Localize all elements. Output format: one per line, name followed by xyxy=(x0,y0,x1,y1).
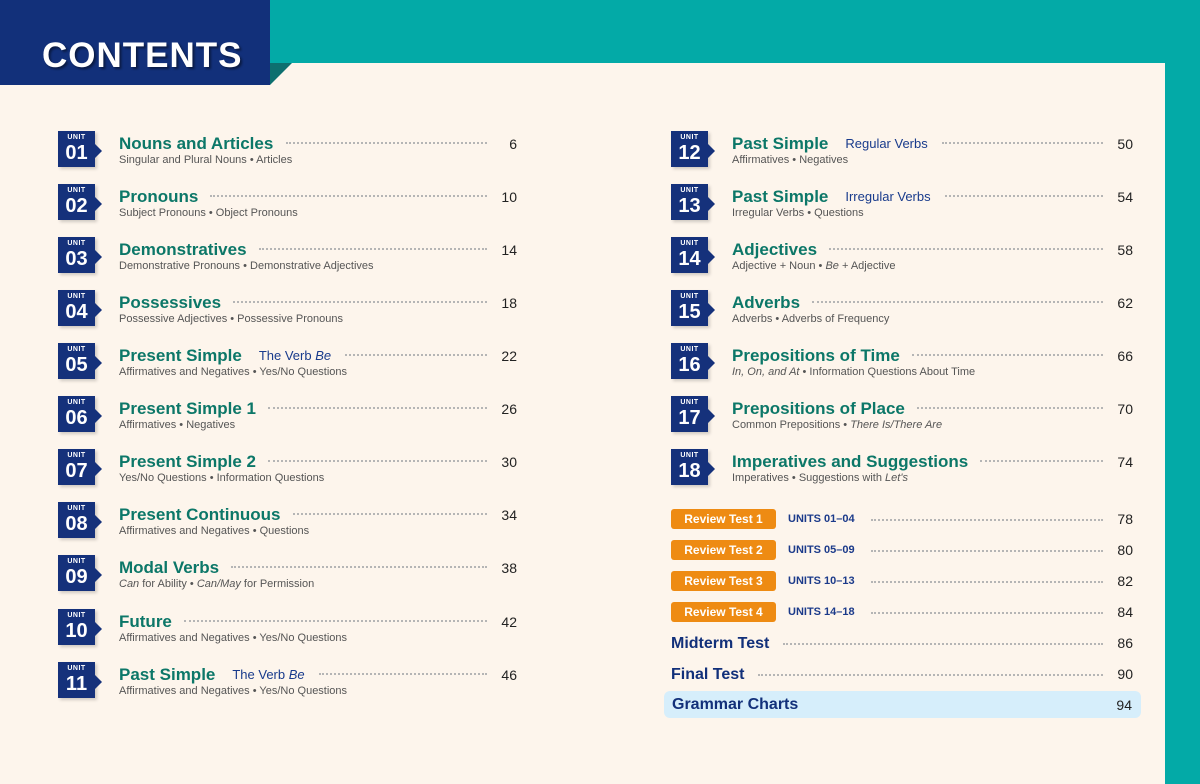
unit-entry[interactable] xyxy=(58,131,517,175)
dot-leader xyxy=(293,513,487,515)
dot-leader xyxy=(259,248,487,250)
review-test-badge: Review Test 3 xyxy=(671,571,776,591)
unit-badge xyxy=(58,609,95,645)
right-edge-bar xyxy=(1165,63,1200,784)
unit-badge-label: UNIT xyxy=(67,665,86,672)
unit-entry[interactable] xyxy=(671,131,1133,175)
test-entry[interactable] xyxy=(671,664,1133,686)
unit-subtitle: Affirmatives and Negatives • Yes/No Questions xyxy=(119,632,348,644)
dot-leader xyxy=(917,407,1103,409)
unit-subtitle xyxy=(732,259,895,273)
grammar-charts-title: Grammar Charts xyxy=(672,696,799,713)
unit-badge xyxy=(671,396,708,432)
unit-entry[interactable] xyxy=(671,184,1133,228)
unit-title: Modal Verbs xyxy=(119,558,220,577)
subtitle-emphasis: There Is/There Are xyxy=(850,419,943,431)
review-test-units: UNITS 01–04 xyxy=(788,513,855,525)
unit-badge xyxy=(671,131,708,167)
unit-badge xyxy=(671,343,708,379)
dot-leader xyxy=(945,195,1103,197)
unit-badge xyxy=(58,502,95,538)
unit-number: 06 xyxy=(65,407,88,429)
subtitle-text: + Adjective xyxy=(838,260,896,272)
unit-badge-label: UNIT xyxy=(680,452,699,459)
unit-subtitle: Possessive Adjectives • Possessive Pronouns xyxy=(119,313,343,325)
dot-leader xyxy=(319,673,487,675)
dot-leader xyxy=(184,620,487,622)
review-test-entry[interactable] xyxy=(671,509,1133,531)
unit-badge xyxy=(58,662,95,698)
unit-subtitle: Affirmatives • Negatives xyxy=(732,154,849,166)
unit-number: 14 xyxy=(678,248,701,270)
unit-title: Present Simple xyxy=(119,346,242,365)
page-number: 30 xyxy=(501,454,517,470)
unit-title: Present Simple 2 xyxy=(119,452,257,471)
subtitle-text: Adjective + Noun • xyxy=(732,260,826,272)
page-number: 50 xyxy=(1117,136,1133,152)
unit-entry[interactable] xyxy=(58,290,517,334)
dot-leader xyxy=(758,674,1103,676)
unit-badge-label: UNIT xyxy=(67,346,86,353)
unit-title-tag xyxy=(845,135,927,153)
unit-number: 01 xyxy=(65,142,88,164)
unit-subtitle: Singular and Plural Nouns • Articles xyxy=(119,154,293,166)
page-number: 66 xyxy=(1117,348,1133,364)
unit-subtitle xyxy=(732,365,975,379)
unit-title-tag xyxy=(845,188,930,206)
unit-title: Nouns and Articles xyxy=(119,134,274,153)
unit-number: 13 xyxy=(678,195,701,217)
unit-badge-label: UNIT xyxy=(67,134,86,141)
unit-tag-text: The Verb xyxy=(232,667,289,682)
dot-leader xyxy=(871,612,1103,614)
unit-tag-text: Regular Verbs xyxy=(845,136,928,151)
dot-leader xyxy=(233,301,487,303)
test-title: Final Test xyxy=(671,666,745,683)
dot-leader xyxy=(231,566,487,568)
unit-badge xyxy=(671,237,708,273)
header-fold-corner xyxy=(270,63,292,85)
unit-entry[interactable] xyxy=(58,343,517,387)
unit-entry[interactable] xyxy=(58,396,517,440)
unit-entry[interactable] xyxy=(58,237,517,281)
unit-subtitle: Irregular Verbs • Questions xyxy=(732,207,864,219)
unit-subtitle: Adverbs • Adverbs of Frequency xyxy=(732,313,890,325)
unit-subtitle: Affirmatives • Negatives xyxy=(119,419,236,431)
unit-badge xyxy=(58,555,95,591)
grammar-charts-page: 94 xyxy=(1116,697,1132,713)
unit-badge-label: UNIT xyxy=(680,346,699,353)
dot-leader xyxy=(871,519,1103,521)
dot-leader xyxy=(210,195,487,197)
page-number: 80 xyxy=(1117,542,1133,558)
review-test-units: UNITS 05–09 xyxy=(788,544,855,556)
review-test-badge: Review Test 2 xyxy=(671,540,776,560)
unit-tag-emphasis: Be xyxy=(315,348,332,363)
page-number: 10 xyxy=(501,189,517,205)
unit-title: Past Simple xyxy=(732,187,829,206)
page-title: CONTENTS xyxy=(42,36,243,75)
subtitle-text: for Ability • xyxy=(139,578,197,590)
unit-number: 09 xyxy=(65,566,88,588)
subtitle-emphasis: Can/May xyxy=(196,578,241,590)
subtitle-text: Common Prepositions • xyxy=(732,419,851,431)
unit-subtitle: Subject Pronouns • Object Pronouns xyxy=(119,207,298,219)
unit-title: Pronouns xyxy=(119,187,199,206)
unit-badge-label: UNIT xyxy=(680,240,699,247)
dot-leader xyxy=(268,460,487,462)
dot-leader xyxy=(980,460,1103,462)
unit-entry[interactable] xyxy=(671,237,1133,281)
page-number: 38 xyxy=(501,560,517,576)
subtitle-emphasis: Can xyxy=(119,578,140,590)
unit-entry[interactable] xyxy=(58,609,517,653)
page-number: 84 xyxy=(1117,604,1133,620)
review-test-entry[interactable] xyxy=(671,540,1133,562)
unit-badge xyxy=(58,449,95,485)
subtitle-text: Imperatives • Suggestions with xyxy=(732,472,886,484)
unit-badge-label: UNIT xyxy=(680,134,699,141)
unit-badge-label: UNIT xyxy=(67,452,86,459)
unit-entry[interactable] xyxy=(671,396,1133,440)
unit-entry[interactable] xyxy=(58,662,517,706)
unit-title: Present Continuous xyxy=(119,505,281,524)
page-number: 86 xyxy=(1117,635,1133,651)
unit-title: Adverbs xyxy=(732,293,801,312)
unit-subtitle: Affirmatives and Negatives • Yes/No Questions xyxy=(119,685,348,697)
unit-number: 17 xyxy=(678,407,701,429)
unit-badge-label: UNIT xyxy=(67,240,86,247)
unit-badge-label: UNIT xyxy=(680,187,699,194)
unit-number: 08 xyxy=(65,513,88,535)
unit-badge xyxy=(671,184,708,220)
dot-leader xyxy=(942,142,1103,144)
unit-title: Imperatives and Suggestions xyxy=(732,452,969,471)
review-test-badge: Review Test 1 xyxy=(671,509,776,529)
unit-badge xyxy=(58,131,95,167)
page-number: 18 xyxy=(501,295,517,311)
unit-badge-label: UNIT xyxy=(680,293,699,300)
unit-number: 18 xyxy=(678,460,701,482)
unit-title-tag xyxy=(259,347,331,365)
unit-badge-label: UNIT xyxy=(67,558,86,565)
page-number: 42 xyxy=(501,614,517,630)
unit-title: Past Simple xyxy=(732,134,829,153)
test-title: Midterm Test xyxy=(671,635,770,652)
unit-badge xyxy=(58,343,95,379)
subtitle-emphasis: Be xyxy=(825,260,839,272)
dot-leader xyxy=(871,581,1103,583)
review-test-badge: Review Test 4 xyxy=(671,602,776,622)
unit-tag-emphasis: Be xyxy=(288,667,305,682)
unit-badge xyxy=(58,184,95,220)
unit-title: Adjectives xyxy=(732,240,818,259)
page-number: 82 xyxy=(1117,573,1133,589)
unit-entry[interactable] xyxy=(58,184,517,228)
page-number: 74 xyxy=(1117,454,1133,470)
unit-badge xyxy=(58,396,95,432)
dot-leader xyxy=(268,407,487,409)
unit-badge-label: UNIT xyxy=(67,612,86,619)
page-number: 54 xyxy=(1117,189,1133,205)
review-test-units: UNITS 14–18 xyxy=(788,606,855,618)
page-number: 78 xyxy=(1117,511,1133,527)
unit-title: Prepositions of Time xyxy=(732,346,900,365)
unit-badge xyxy=(58,290,95,326)
review-test-entry[interactable] xyxy=(671,571,1133,593)
review-test-units: UNITS 10–13 xyxy=(788,575,855,587)
unit-badge-label: UNIT xyxy=(67,505,86,512)
contents-header xyxy=(0,0,270,85)
unit-entry[interactable] xyxy=(58,449,517,493)
unit-number: 11 xyxy=(65,673,88,695)
grammar-charts-entry[interactable] xyxy=(664,691,1141,718)
page-number: 70 xyxy=(1117,401,1133,417)
unit-number: 10 xyxy=(65,620,88,642)
unit-subtitle xyxy=(732,418,942,432)
review-test-entry[interactable] xyxy=(671,602,1133,624)
page-number: 46 xyxy=(501,667,517,683)
unit-entry[interactable] xyxy=(671,449,1133,493)
unit-tag-text: Irregular Verbs xyxy=(845,189,931,204)
unit-badge-label: UNIT xyxy=(67,293,86,300)
page-number: 26 xyxy=(501,401,517,417)
unit-number: 07 xyxy=(65,460,88,482)
dot-leader xyxy=(912,354,1103,356)
page-number: 22 xyxy=(501,348,517,364)
unit-subtitle xyxy=(732,471,908,485)
unit-badge xyxy=(671,449,708,485)
unit-number: 12 xyxy=(678,142,701,164)
unit-title: Past Simple xyxy=(119,665,216,684)
page-number: 6 xyxy=(509,136,517,152)
unit-subtitle xyxy=(119,577,314,591)
unit-badge-label: UNIT xyxy=(680,399,699,406)
unit-subtitle: Demonstrative Pronouns • Demonstrative Adjectives xyxy=(119,260,374,272)
unit-entry[interactable] xyxy=(58,502,517,546)
subtitle-text: for Permission xyxy=(240,578,315,590)
unit-number: 05 xyxy=(65,354,88,376)
dot-leader xyxy=(829,248,1103,250)
unit-title: Possessives xyxy=(119,293,222,312)
unit-tag-text: The Verb xyxy=(258,348,316,363)
page-number: 34 xyxy=(501,507,517,523)
unit-number: 02 xyxy=(65,195,88,217)
unit-title-tag xyxy=(232,666,304,684)
unit-badge xyxy=(671,290,708,326)
unit-title: Future xyxy=(119,612,172,631)
unit-subtitle: Affirmatives and Negatives • Questions xyxy=(119,525,310,537)
unit-entry[interactable] xyxy=(671,343,1133,387)
unit-number: 04 xyxy=(65,301,88,323)
page-number: 14 xyxy=(501,242,517,258)
unit-title: Prepositions of Place xyxy=(732,399,905,418)
test-entry[interactable] xyxy=(671,633,1133,655)
unit-number: 03 xyxy=(65,248,88,270)
dot-leader xyxy=(286,142,487,144)
unit-entry[interactable] xyxy=(58,555,517,599)
unit-title: Present Simple 1 xyxy=(119,399,257,418)
unit-badge xyxy=(58,237,95,273)
page-number: 62 xyxy=(1117,295,1133,311)
subtitle-text: • Information Questions About Time xyxy=(799,366,976,378)
dot-leader xyxy=(812,301,1103,303)
unit-number: 15 xyxy=(678,301,701,323)
dot-leader xyxy=(871,550,1103,552)
unit-subtitle: Affirmatives and Negatives • Yes/No Questions xyxy=(119,366,348,378)
page-number: 90 xyxy=(1117,666,1133,682)
unit-entry[interactable] xyxy=(671,290,1133,334)
unit-badge-label: UNIT xyxy=(67,187,86,194)
page-number: 58 xyxy=(1117,242,1133,258)
dot-leader xyxy=(345,354,487,356)
dot-leader xyxy=(783,643,1103,645)
unit-subtitle: Yes/No Questions • Information Questions xyxy=(119,472,325,484)
unit-number: 16 xyxy=(678,354,701,376)
unit-title: Demonstratives xyxy=(119,240,247,259)
subtitle-emphasis: In, On, and At xyxy=(732,366,800,378)
subtitle-emphasis: Let's xyxy=(885,472,908,484)
unit-badge-label: UNIT xyxy=(67,399,86,406)
